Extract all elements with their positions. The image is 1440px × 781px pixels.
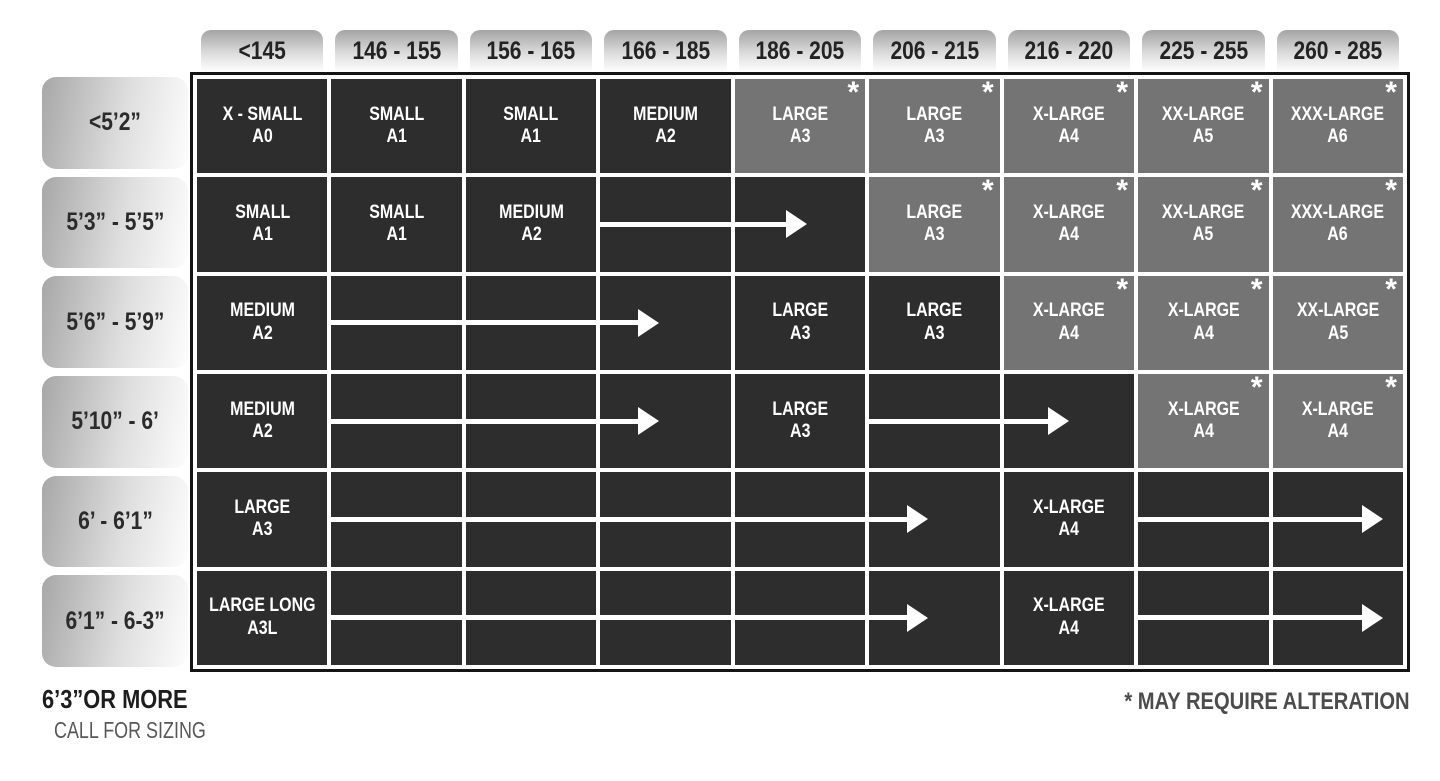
- size-cell-label: [1033, 104, 1105, 149]
- continuation-arrow: [596, 210, 806, 238]
- size-grid-row: [197, 76, 1403, 173]
- size-cell-label: [772, 300, 828, 345]
- oversize-note-title-text: 6’3”OR MORE: [42, 684, 188, 714]
- size-code: A4: [1058, 519, 1080, 541]
- size-code: A2: [655, 126, 676, 148]
- size-cell-label: [1033, 202, 1105, 247]
- arrow-shaft: [327, 320, 638, 325]
- arrow-head: [907, 604, 928, 632]
- size-grid-row: [197, 174, 1403, 271]
- alteration-asterisk: *: [1116, 174, 1129, 208]
- size-code: A4: [1058, 617, 1080, 639]
- arrow-shaft: [1134, 517, 1362, 522]
- oversize-note: [42, 684, 249, 744]
- size-cell-label: [230, 399, 295, 444]
- size-cell-label: [1291, 104, 1384, 149]
- height-range-header: [42, 476, 188, 568]
- alteration-asterisk: *: [1250, 371, 1263, 404]
- size-name: LARGE: [906, 103, 963, 125]
- weight-range-header: [335, 30, 457, 72]
- arrow-head: [1048, 407, 1069, 435]
- alteration-asterisk: *: [1385, 272, 1397, 306]
- size-name: MEDIUM: [498, 202, 564, 224]
- size-cell-label: [1033, 595, 1105, 640]
- continuation-arrow: [327, 309, 659, 337]
- size-name: SMALL: [234, 202, 290, 224]
- weight-range-label: 260 - 285: [1293, 36, 1383, 65]
- size-name: SMALL: [369, 202, 425, 224]
- size-code: A3: [789, 421, 811, 443]
- size-cell-label: [1033, 497, 1105, 542]
- size-name: X - SMALL: [222, 103, 303, 125]
- size-cell: [1273, 272, 1403, 370]
- weight-range-label: <145: [238, 36, 286, 65]
- arrow-head: [1362, 604, 1383, 632]
- size-cell: [197, 571, 327, 665]
- size-cell: [869, 76, 999, 173]
- continuation-arrow: [327, 505, 927, 533]
- alteration-asterisk: *: [1385, 76, 1397, 109]
- size-cell-label: [222, 104, 302, 149]
- weight-range-header: [604, 30, 726, 72]
- arrow-shaft: [596, 222, 785, 227]
- size-cell-label: [369, 104, 424, 149]
- height-range-header: [42, 376, 188, 468]
- size-code: A4: [1193, 421, 1214, 443]
- arrow-shaft: [865, 419, 1048, 424]
- weight-range-header: [739, 30, 861, 72]
- size-code: A2: [520, 224, 542, 246]
- weight-range-label: 166 - 185: [621, 36, 710, 65]
- weight-range-header: [1142, 30, 1264, 72]
- arrow-head: [907, 505, 928, 533]
- size-cell: [1138, 76, 1268, 173]
- size-grid-row: [197, 371, 1403, 468]
- alteration-footnote: [1070, 688, 1410, 716]
- size-name: LARGE: [906, 300, 963, 322]
- weight-column-headers: [197, 30, 1403, 72]
- size-cell-label: [1167, 300, 1239, 345]
- arrow-head: [638, 309, 659, 337]
- size-name: X-LARGE: [1032, 300, 1105, 322]
- height-range-header: [42, 77, 188, 169]
- size-cell-label: [907, 300, 963, 345]
- size-code: A1: [386, 224, 407, 246]
- size-cell: [869, 276, 999, 370]
- size-cell-label: [369, 202, 424, 247]
- size-grid-row: [197, 571, 1403, 665]
- size-name: LARGE: [234, 497, 291, 519]
- size-cell: [1004, 272, 1134, 370]
- height-range-label: 6’ - 6’1”: [77, 506, 153, 535]
- weight-range-header: [470, 30, 592, 72]
- alteration-asterisk: *: [981, 76, 994, 109]
- size-cell-label: [209, 595, 315, 640]
- size-name: SMALL: [369, 103, 425, 125]
- size-name: X-LARGE: [1032, 103, 1105, 125]
- size-cell-label: [235, 202, 290, 247]
- size-cell-label: [234, 497, 290, 542]
- arrow-head: [638, 407, 659, 435]
- size-cell: [197, 177, 327, 271]
- weight-range-label: 225 - 255: [1158, 36, 1248, 65]
- weight-range-header: [873, 30, 995, 72]
- size-name: LARGE: [772, 398, 828, 420]
- oversize-note-subtitle-text: CALL FOR SIZING: [54, 717, 206, 743]
- size-code: A1: [252, 224, 273, 246]
- size-code: A3L: [247, 617, 278, 639]
- size-name: SMALL: [503, 103, 559, 125]
- size-grid-row: [197, 272, 1403, 370]
- size-cell: [735, 76, 865, 173]
- size-cell-label: [1162, 202, 1244, 247]
- size-code: A4: [1327, 421, 1348, 443]
- continuation-arrow: [1134, 505, 1383, 533]
- size-cell: [735, 374, 865, 468]
- alteration-footnote-text: * MAY REQUIRE ALTERATION: [1124, 688, 1410, 715]
- size-code: A4: [1058, 224, 1080, 246]
- arrow-shaft: [1134, 615, 1362, 620]
- size-name: LARGE: [906, 202, 963, 224]
- height-row-headers: [42, 75, 188, 669]
- size-cell: [331, 79, 461, 173]
- size-cell: [466, 79, 596, 173]
- alteration-asterisk: *: [981, 174, 994, 208]
- size-code: A6: [1327, 224, 1348, 246]
- size-grid: [190, 72, 1410, 672]
- size-code: A6: [1327, 126, 1348, 148]
- size-cell: [197, 374, 327, 468]
- size-code: A3: [789, 126, 811, 148]
- size-cell-label: [772, 399, 828, 444]
- oversize-note-title: [42, 684, 249, 715]
- size-cell: [197, 276, 327, 370]
- size-cell-label: [907, 202, 963, 247]
- continuation-arrow: [327, 407, 659, 435]
- size-cell: [1004, 76, 1134, 173]
- arrow-shaft: [327, 615, 906, 620]
- size-name: XX-LARGE: [1162, 103, 1245, 125]
- arrow-head: [1362, 505, 1383, 533]
- size-cell-label: [504, 104, 559, 149]
- size-code: A4: [1058, 322, 1080, 344]
- continuation-arrow: [865, 407, 1069, 435]
- continuation-arrow: [327, 604, 927, 632]
- size-grid-row: [197, 472, 1403, 566]
- height-range-label: 5’10” - 6’: [71, 407, 159, 436]
- size-code: A5: [1193, 224, 1214, 246]
- size-cell: [1004, 472, 1134, 566]
- height-range-label: 6’1” - 6-3”: [65, 606, 165, 635]
- alteration-asterisk: *: [1116, 76, 1129, 109]
- alteration-asterisk: *: [847, 76, 860, 109]
- arrow-shaft: [327, 419, 638, 424]
- weight-range-label: 216 - 220: [1024, 36, 1114, 65]
- size-cell-label: [1162, 104, 1244, 149]
- size-code: A4: [1058, 126, 1080, 148]
- size-cell: [331, 177, 461, 271]
- alteration-asterisk: *: [1385, 174, 1397, 208]
- size-name: MEDIUM: [633, 103, 698, 125]
- size-code: A3: [789, 322, 811, 344]
- weight-range-label: 146 - 155: [352, 36, 442, 65]
- weight-range-label: 206 - 215: [890, 36, 979, 65]
- size-name: X-LARGE: [1301, 398, 1374, 420]
- size-cell-label: [1167, 399, 1239, 444]
- size-cell-label: [1291, 202, 1384, 247]
- size-cell-label: [1033, 300, 1105, 345]
- alteration-asterisk: *: [1116, 272, 1129, 306]
- size-name: XXX-LARGE: [1291, 103, 1385, 125]
- size-name: LARGE LONG: [209, 595, 316, 617]
- size-cell-label: [499, 202, 564, 247]
- size-cell: [466, 177, 596, 271]
- size-code: A5: [1327, 322, 1348, 344]
- continuation-arrow: [1134, 604, 1383, 632]
- size-cell: [1138, 174, 1268, 271]
- size-cell: [197, 472, 327, 566]
- size-cell: [600, 79, 730, 173]
- size-cell-label: [772, 104, 828, 149]
- size-cell: [1273, 174, 1403, 271]
- size-name: LARGE: [772, 300, 828, 322]
- weight-range-label: 186 - 205: [755, 36, 845, 65]
- size-cell: [1004, 174, 1134, 271]
- size-name: LARGE: [772, 103, 828, 125]
- size-code: A1: [386, 126, 407, 148]
- arrow-shaft: [327, 517, 906, 522]
- size-cell-label: [230, 300, 295, 345]
- size-name: X-LARGE: [1032, 497, 1105, 519]
- size-cell: [197, 79, 327, 173]
- size-cell: [1138, 272, 1268, 370]
- size-cell: [869, 174, 999, 271]
- size-code: A3: [924, 224, 945, 246]
- alteration-asterisk: *: [1250, 174, 1263, 208]
- size-cell: [1004, 571, 1134, 665]
- size-cell-label: [633, 104, 698, 149]
- size-name: XXX-LARGE: [1291, 202, 1385, 224]
- size-code: A3: [924, 322, 945, 344]
- size-code: A2: [252, 421, 273, 443]
- oversize-note-subtitle: [54, 717, 249, 744]
- size-code: A3: [924, 126, 945, 148]
- size-name: X-LARGE: [1032, 595, 1105, 617]
- arrow-head: [786, 210, 807, 238]
- height-range-header: [42, 276, 188, 368]
- size-name: MEDIUM: [229, 300, 295, 322]
- size-code: A1: [520, 126, 542, 148]
- size-code: A2: [252, 322, 273, 344]
- size-name: MEDIUM: [229, 398, 295, 420]
- height-range-label: <5’2”: [89, 108, 141, 137]
- size-cell-label: [1302, 399, 1374, 444]
- size-name: X-LARGE: [1167, 398, 1240, 420]
- height-range-label: 5’6” - 5’9”: [65, 307, 165, 336]
- alteration-asterisk: *: [1250, 272, 1263, 306]
- alteration-asterisk: *: [1385, 371, 1397, 404]
- weight-range-header: [1008, 30, 1130, 72]
- size-code: A5: [1193, 126, 1214, 148]
- size-cell: [1273, 76, 1403, 173]
- size-name: XX-LARGE: [1296, 300, 1380, 322]
- size-code: A4: [1193, 322, 1214, 344]
- size-cell-label: [907, 104, 963, 149]
- size-cell-label: [1297, 300, 1379, 345]
- height-range-header: [42, 177, 188, 269]
- size-code: A3: [252, 519, 273, 541]
- weight-range-header: [201, 30, 323, 72]
- weight-range-label: 156 - 165: [486, 36, 576, 65]
- size-name: X-LARGE: [1032, 202, 1105, 224]
- height-range-header: [42, 575, 188, 667]
- size-code: A0: [252, 126, 273, 148]
- alteration-asterisk: *: [1250, 76, 1263, 109]
- weight-range-header: [1277, 30, 1399, 72]
- size-name: XX-LARGE: [1162, 202, 1245, 224]
- size-name: X-LARGE: [1167, 300, 1240, 322]
- size-cell: [1138, 371, 1268, 468]
- size-cell: [1273, 371, 1403, 468]
- size-cell: [735, 276, 865, 370]
- height-range-label: 5’3” - 5’5”: [65, 207, 165, 236]
